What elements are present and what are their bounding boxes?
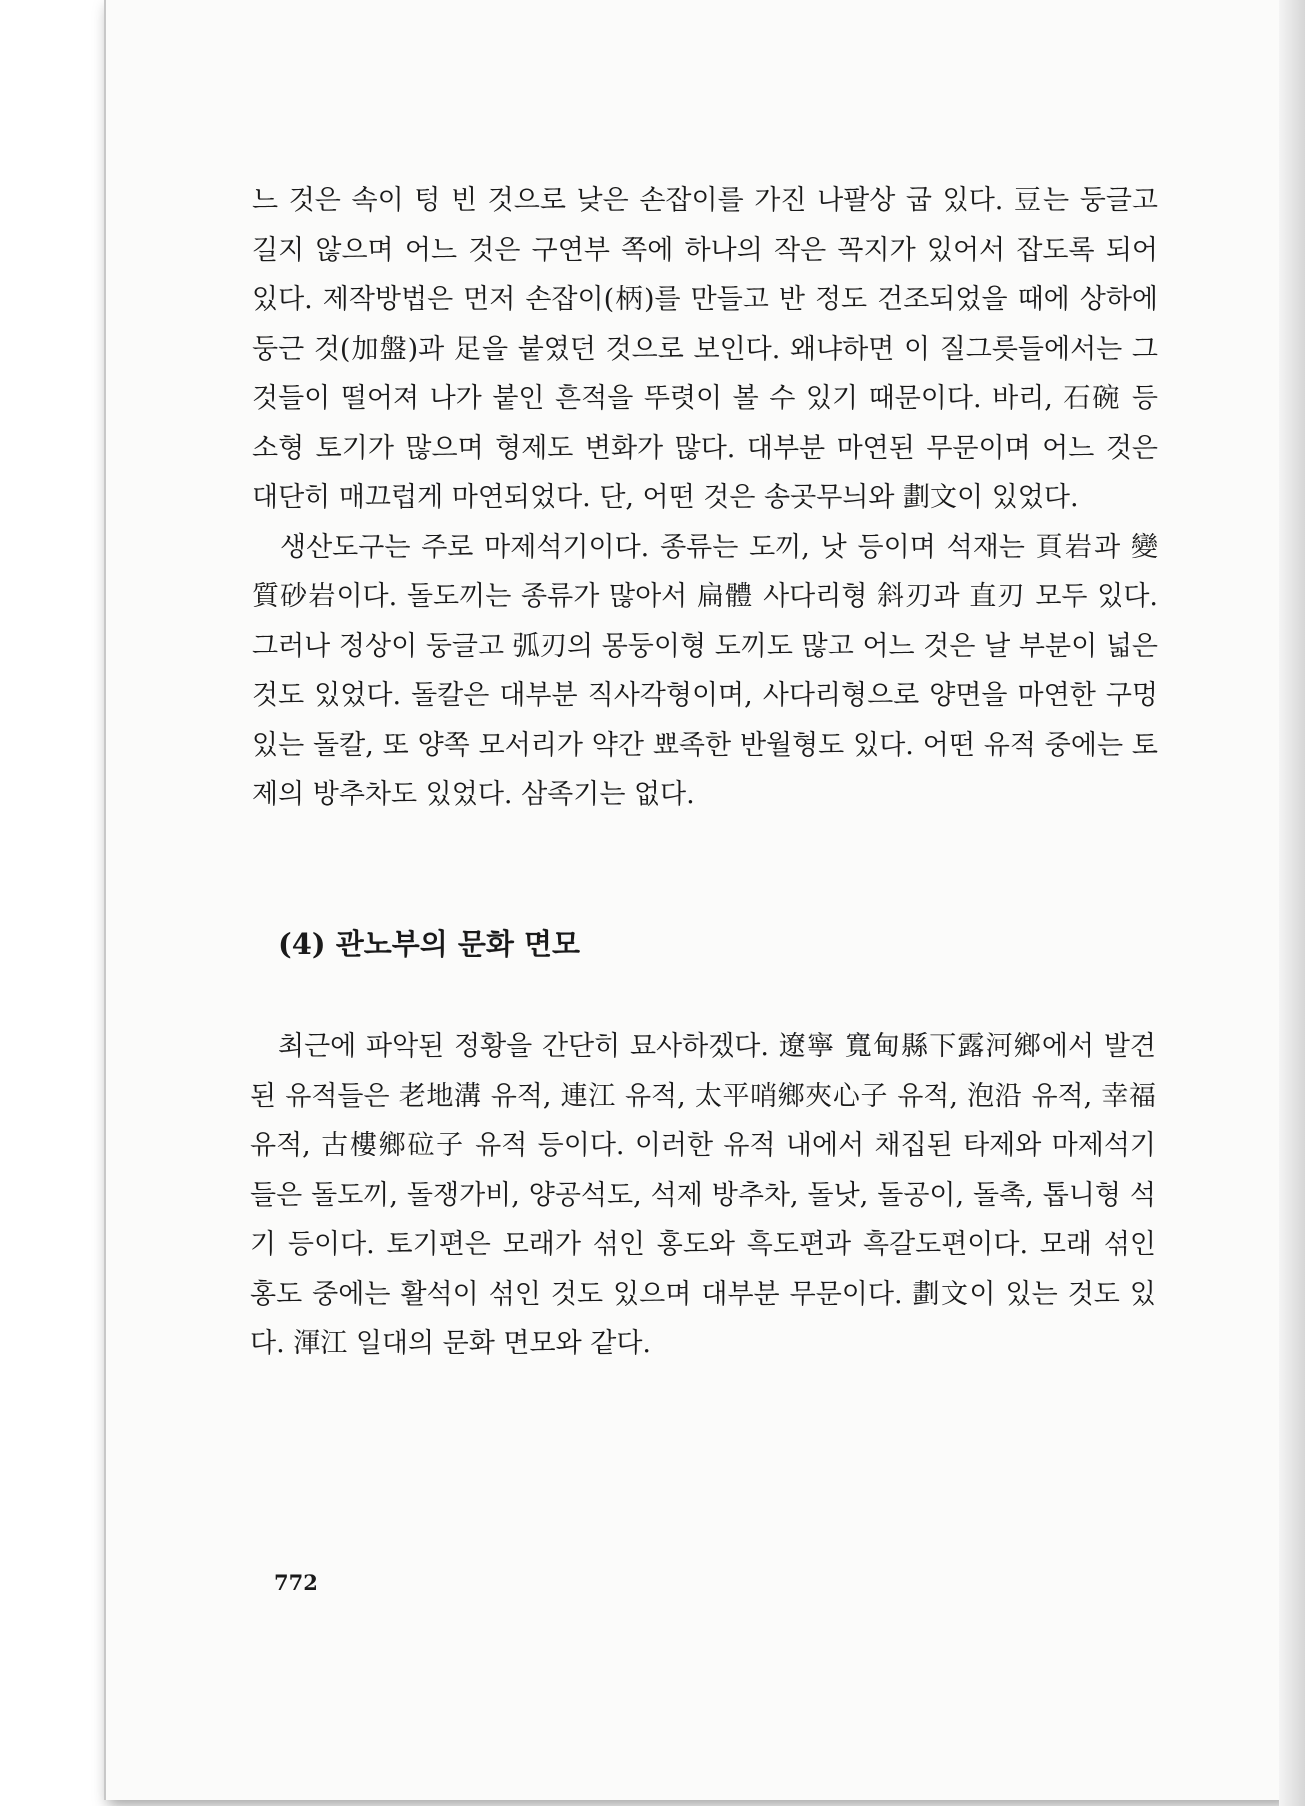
paragraph-1: 느 것은 속이 텅 빈 것으로 낮은 손잡이를 가진 나팔상 굽 있다. 豆는 둥글고 길지 않으며 어느 것은 구연부 쪽에 하나의 작은 꼭지가 있어서 잡도록 되어 있다. 제작방법은 먼저 손잡이(柄)를 만들고 반 정도 건조되었을 때에 상하에 둥근 것(加盤)과 足을 붙였던 것으로 보인다. 왜냐하면 이 질그릇들에서는 그것들이 떨어져 나가 붙인 흔적을 뚜렷이 볼 수 있기 때문이다. 바리, 石碗 등 소형 토기가 많으며 형제도 변화가 많다. 대부분 마연된 무문이며 어느 것은 대단히 매끄럽게 마연되었다. 단, 어떤 것은 송곳무늬와 劃文이 있었다. — [252, 185, 1158, 513]
body-text-lower — [250, 1022, 1156, 1369]
page-edge-shadow — [1279, 0, 1305, 1806]
page-number: 772 — [274, 1570, 318, 1595]
paragraph-2: 생산도구는 주로 마제석기이다. 종류는 도끼, 낫 등이며 석재는 頁岩과 變質砂岩이다. 돌도끼는 종류가 많아서 扁體 사다리형 斜刃과 直刃 모두 있다. 그러나 정상이 둥글고 弧刃의 몽둥이형 도끼도 많고 어느 것은 날 부분이 넓은 것도 있었다. 돌칼은 대부분 직사각형이며, 사다리형으로 양면을 마연한 구멍 있는 돌칼, 또 양쪽 모서리가 약간 뾰족한 반월형도 있다. 어떤 유적 중에는 토제의 방추차도 있었다. 삼족기는 없다. — [252, 531, 1158, 810]
section-heading: (4) 관노부의 문화 면모 — [278, 927, 581, 961]
body-text-upper — [252, 176, 1158, 820]
paragraph-3: 최근에 파악된 정황을 간단히 묘사하겠다. 遼寧 寬甸縣下露河鄉에서 발견된 유적들은 老地溝 유적, 連江 유적, 太平哨鄉夾心子 유적, 泡沿 유적, 幸福 유적, 古樓鄉砬子 유적 등이다. 이러한 유적 내에서 채집된 타제와 마제석기들은 돌도끼, 돌쟁가비, 양공석도, 석제 방추차, 돌낫, 돌공이, 돌촉, 톱니형 석기 등이다. 토기편은 모래가 섞인 홍도와 흑도편과 흑갈도편이다. 모래 섞인 홍도 중에는 활석이 섞인 것도 있으며 대부분 무문이다. 劃文이 있는 것도 있다. 渾江 일대의 문화 면모와 같다. — [250, 1031, 1156, 1359]
